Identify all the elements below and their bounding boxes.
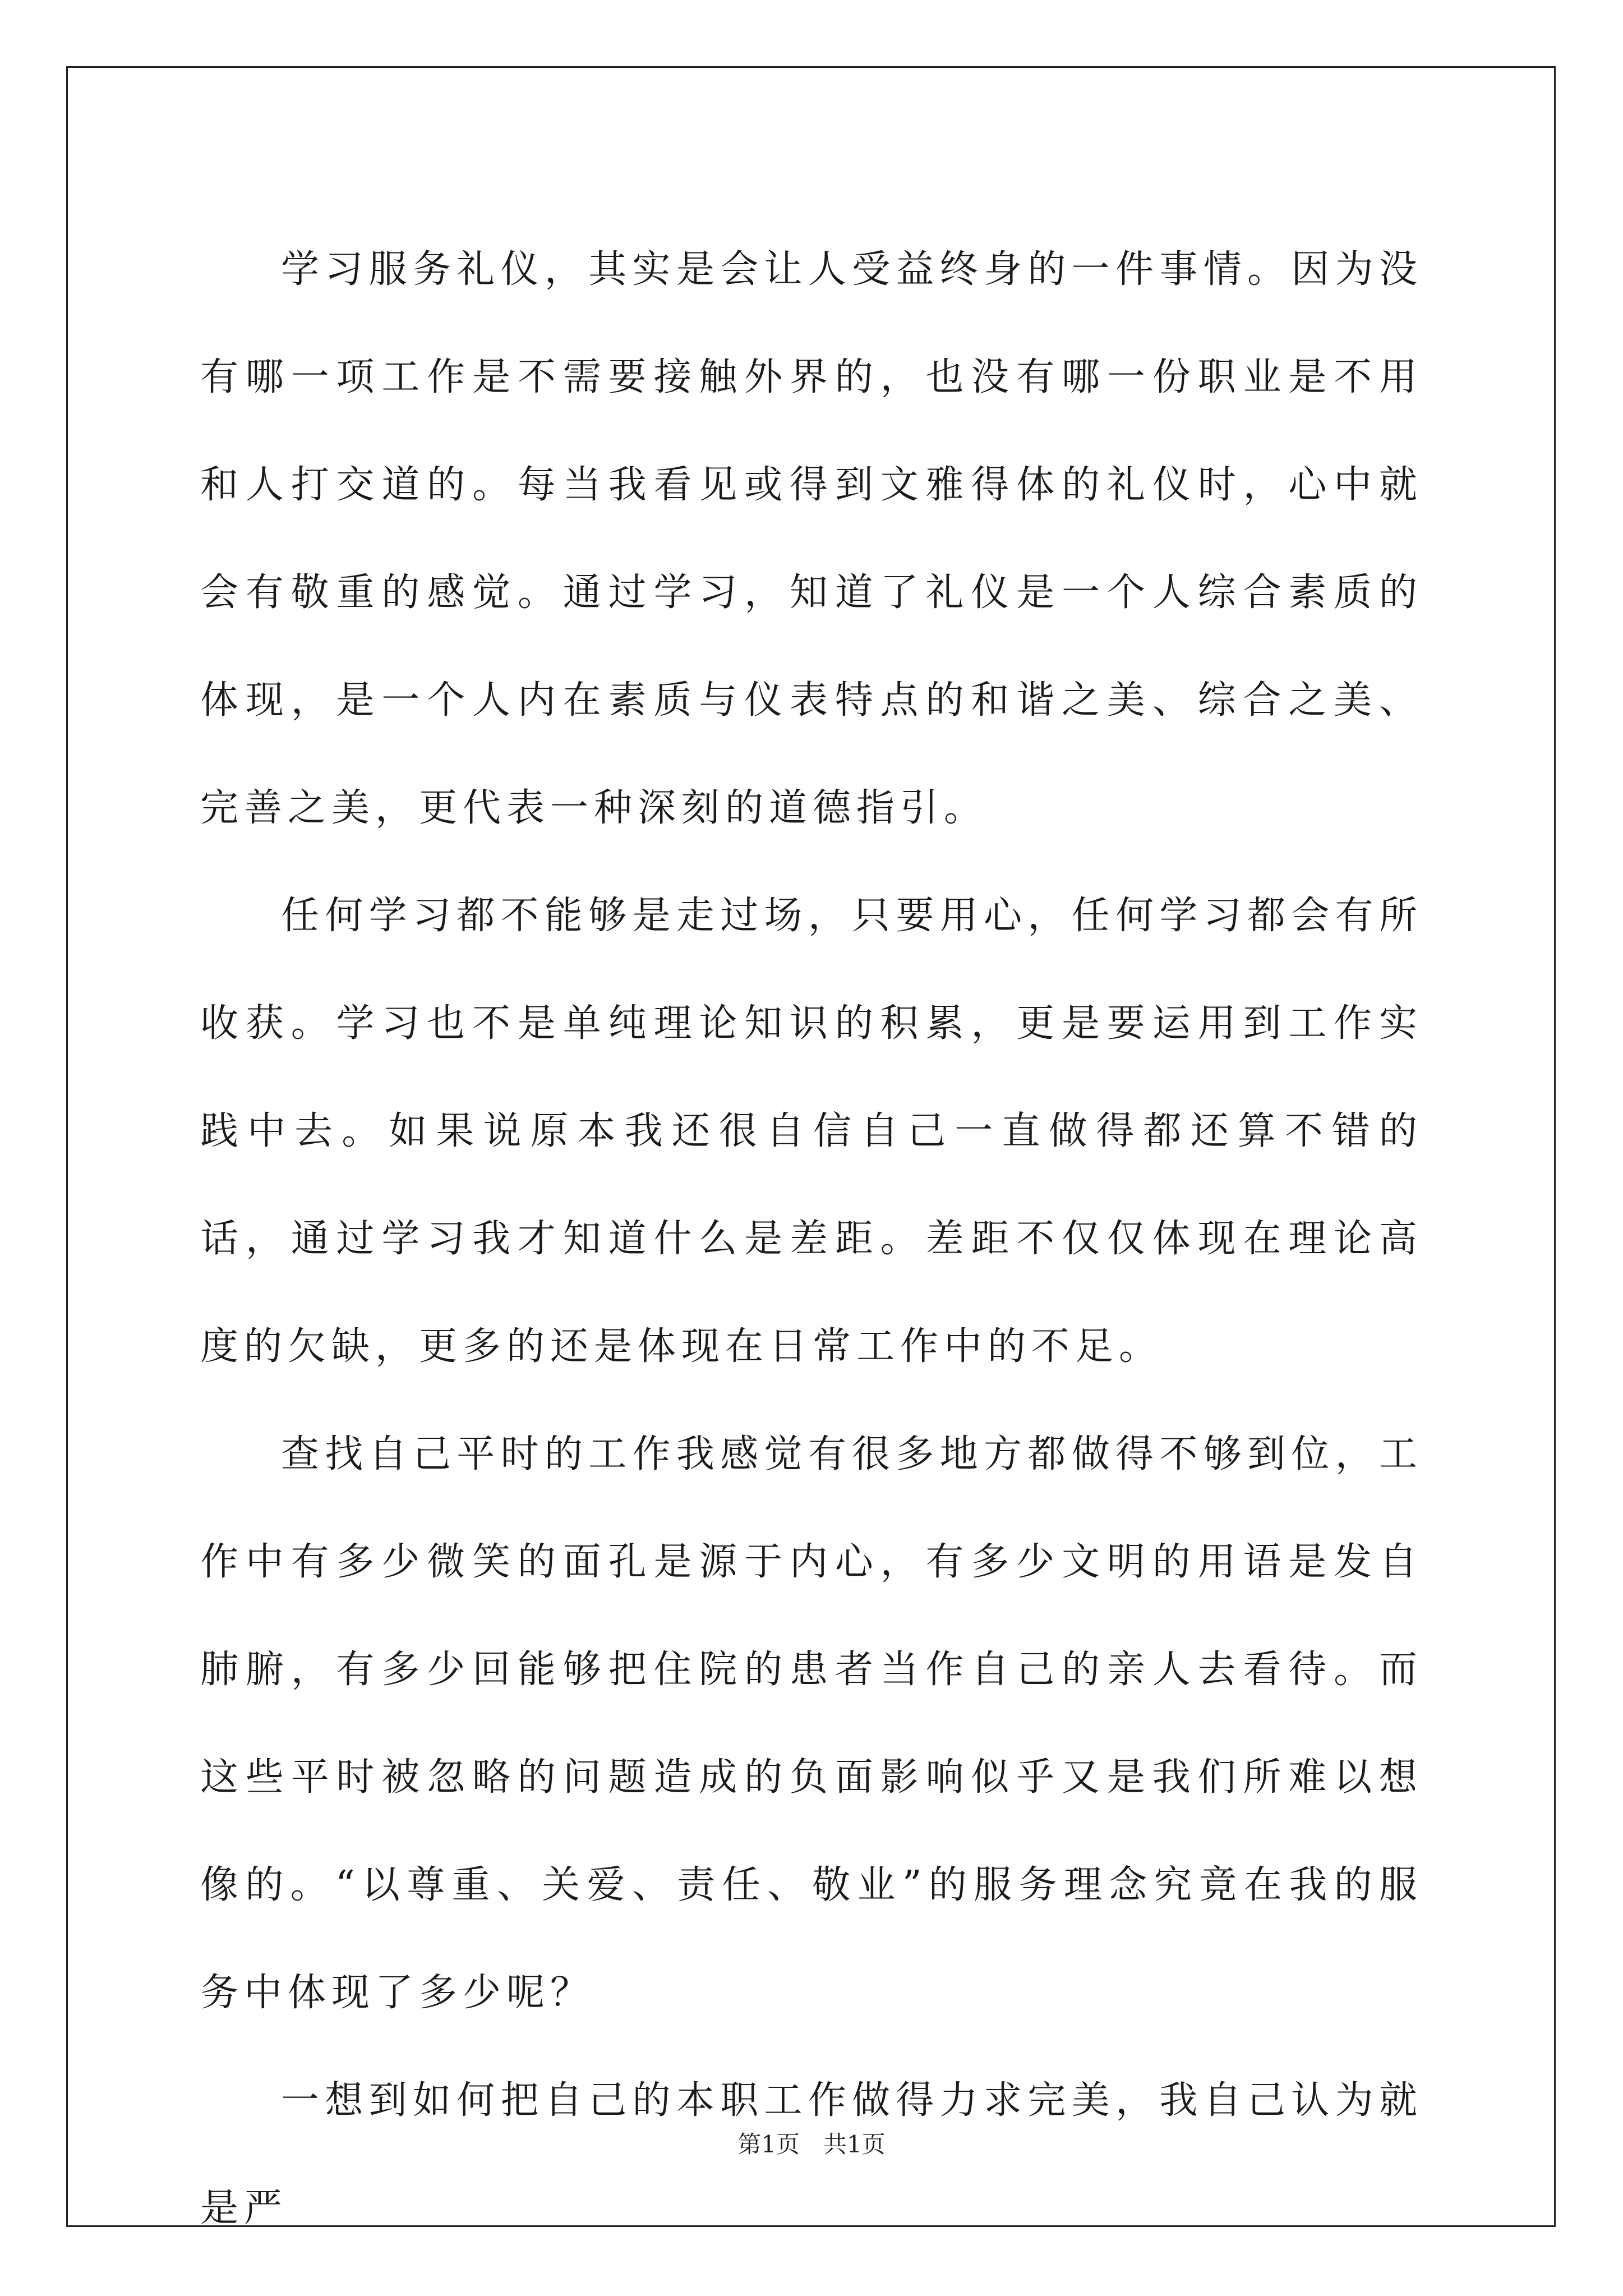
paragraph-1: 学习服务礼仪，其实是会让人受益终身的一件事情。因为没有哪一项工作是不需要接触外界的，也没有哪一份职业是不用和人打交道的。每当我看见或得到文雅得体的礼仪时，心中就会有敬重的感觉。通过学习，知道了礼仪是一个人综合素质的体现，是一个人内在素质与仪表特点的和谐之美、综合之美、完善之美，更代表一种深刻的道德指引。	[200, 247, 1423, 830]
paragraph-2: 任何学习都不能够是走过场，只要用心，任何学习都会有所收获。学习也不是单纯理论知识的积累，更是要运用到工作实践中去。如果说原本我还很自信自己一直做得都还算不错的话，通过学习我才知道什么是差距。差距不仅仅体现在理论高度的欠缺，更多的还是体现在日常工作中的不足。	[200, 894, 1423, 1369]
paragraph-3: 查找自己平时的工作我感觉有很多地方都做得不够到位，工作中有多少微笑的面孔是源于内心，有多少文明的用语是发自肺腑，有多少回能够把住院的患者当作自己的亲人去看待。而这些平时被忽略的问题造成的负面影响似乎又是我们所难以想像的。“以尊重、关爱、责任、敬业”的服务理念究竟在我的服务中体现了多少呢？	[200, 1432, 1423, 2015]
paragraph-4: 一想到如何把自己的本职工作做得力求完美，我自己认为就是严	[200, 2078, 1423, 2230]
page-footer	[0, 2126, 1623, 2160]
page-total: 共1页	[823, 2131, 886, 2158]
page-number: 第1页	[737, 2131, 800, 2158]
document-body	[200, 216, 1423, 2262]
